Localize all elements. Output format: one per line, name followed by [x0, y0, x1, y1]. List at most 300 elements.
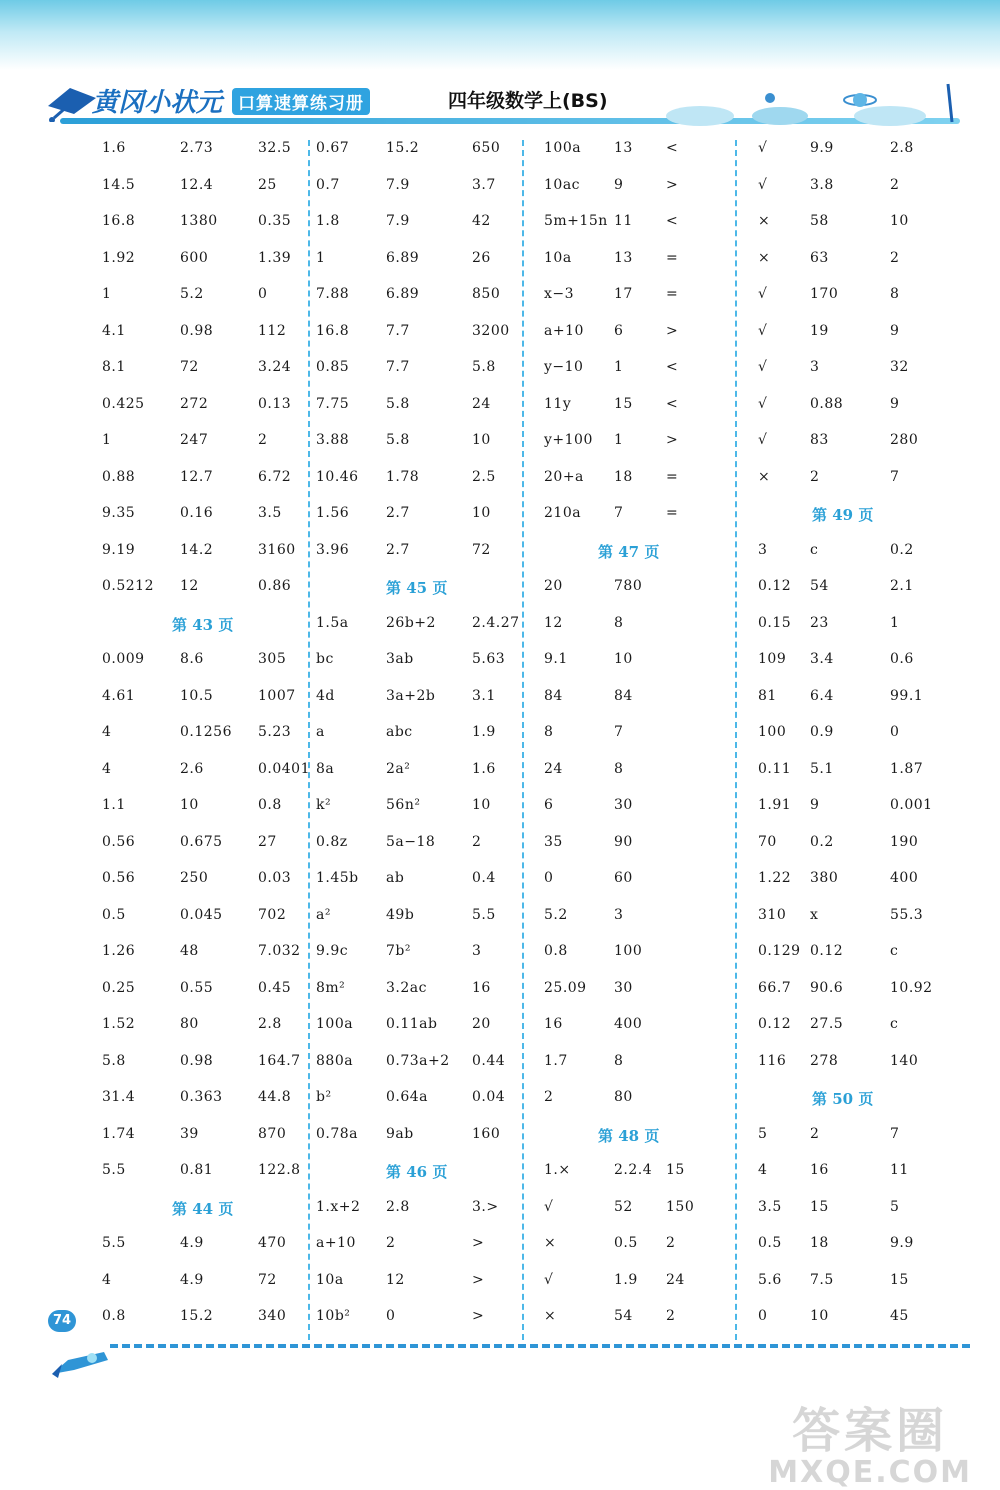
answer-cell: >: [472, 1235, 485, 1251]
answer-cell: 15: [614, 395, 633, 412]
answer-cell: c: [890, 1016, 899, 1032]
answer-cell: 39: [180, 1125, 199, 1142]
answer-row: [102, 1045, 307, 1082]
answer-cell: 63: [810, 249, 829, 266]
answer-cell: 3.>: [472, 1198, 499, 1215]
answer-cell: 9.35: [102, 505, 136, 521]
answer-row: [316, 278, 521, 315]
answer-row: [102, 424, 307, 461]
page-heading-row: [742, 497, 967, 534]
answer-cell: 10b²: [316, 1308, 351, 1324]
answer-cell: 7.9: [386, 176, 410, 193]
answer-cell: 1.52: [102, 1016, 136, 1032]
answer-cell: 0.0401: [258, 760, 310, 777]
answer-cell: 4.9: [180, 1271, 204, 1288]
answer-cell: 72: [472, 541, 491, 558]
answer-row: [102, 570, 307, 607]
answer-row: [530, 972, 735, 1009]
answer-cell: 190: [890, 833, 919, 850]
answer-cell: =: [666, 468, 679, 485]
answer-cell: 0.6: [890, 651, 914, 667]
answer-cell: 0.73a+2: [386, 1052, 450, 1069]
answer-cell: >: [472, 1271, 485, 1288]
page-heading-row: [742, 1081, 967, 1118]
watermark-text: 答案圈: [792, 1403, 949, 1459]
answer-cell: bc: [316, 651, 334, 667]
answer-cell: 56n²: [386, 797, 421, 813]
answer-cell: 3ab: [386, 651, 414, 667]
answer-row: [530, 497, 735, 534]
answer-cell: 1.9: [472, 724, 496, 740]
answer-cell: 3: [614, 906, 624, 923]
answer-row: [316, 132, 521, 169]
answer-cell: 3a+2b: [386, 687, 436, 704]
answer-cell: 9: [890, 322, 900, 339]
answer-cell: 8: [614, 614, 624, 631]
answer-cell: 32.5: [258, 140, 292, 156]
answer-row: [742, 607, 967, 644]
answer-cell: 10: [614, 651, 633, 667]
answer-cell: 1.1: [102, 797, 126, 813]
answer-cell: 5.6: [758, 1271, 782, 1288]
answer-cell: 7.032: [258, 943, 301, 959]
answer-cell: 15.2: [180, 1308, 214, 1324]
answer-row: [102, 716, 307, 753]
answer-cell: 1.39: [258, 249, 292, 266]
answer-cell: 109: [758, 651, 787, 667]
answer-cell: 116: [758, 1052, 787, 1069]
answer-cell: 2.7: [386, 541, 410, 558]
answer-row: [530, 461, 735, 498]
answer-cell: 10a: [544, 249, 572, 266]
answer-cell: 170: [810, 286, 839, 302]
answer-cell: 0.55: [180, 979, 214, 996]
answer-cell: 5.8: [386, 395, 410, 412]
answer-cell: 3.5: [758, 1198, 782, 1215]
answer-row: [742, 351, 967, 388]
answer-row: [102, 643, 307, 680]
answer-cell: 5.5: [102, 1235, 126, 1251]
answer-row: [742, 461, 967, 498]
answer-row: [102, 534, 307, 571]
answer-row: [742, 826, 967, 863]
answer-column-3: [530, 132, 735, 1337]
answer-row: [530, 278, 735, 315]
answer-row: [102, 680, 307, 717]
answer-cell: 6: [544, 797, 554, 813]
answer-cell: 2: [810, 468, 820, 485]
answer-cell: 81: [758, 687, 777, 704]
answer-row: [316, 315, 521, 352]
answer-row: [742, 570, 967, 607]
answer-cell: 0.25: [102, 979, 136, 996]
answer-cell: 1.26: [102, 943, 136, 959]
answer-cell: 0.85: [316, 359, 350, 375]
answer-cell: 7: [890, 468, 900, 485]
answer-cell: 9.9: [890, 1235, 914, 1251]
answer-cell: 0.5: [758, 1235, 782, 1251]
answer-cell: 0.03: [258, 870, 292, 886]
answer-row: [530, 899, 735, 936]
answer-cell: 11: [614, 213, 633, 229]
answer-row: [742, 1300, 967, 1337]
answer-cell: 72: [180, 359, 199, 375]
answer-cell: 9.9c: [316, 943, 349, 959]
answer-cell: 0.129: [758, 943, 801, 959]
answer-cell: 32: [890, 359, 909, 375]
answer-cell: 15: [810, 1198, 829, 1215]
answer-cell: 0.5: [102, 906, 126, 923]
answer-cell: y−10: [544, 359, 584, 375]
answer-cell: 600: [180, 249, 209, 266]
page-heading-row: [530, 1118, 735, 1155]
answer-row: [316, 1008, 521, 1045]
answer-cell: 5.23: [258, 724, 292, 740]
answer-cell: 1.87: [890, 760, 924, 777]
answer-cell: 1.56: [316, 505, 350, 521]
answer-cell: >: [666, 322, 679, 339]
answer-cell: 4d: [316, 687, 335, 704]
answer-row: [316, 1045, 521, 1082]
answer-row: [316, 680, 521, 717]
grade-title: 四年级数学上(BS): [448, 90, 608, 112]
answer-row: [530, 315, 735, 352]
answer-cell: 7.7: [386, 359, 410, 375]
answer-cell: 0.1256: [180, 724, 232, 740]
answer-row: [530, 205, 735, 242]
column-divider: [735, 140, 737, 1340]
answer-cell: 10.5: [180, 687, 214, 704]
answer-row: [530, 716, 735, 753]
answer-cell: 1: [102, 432, 112, 448]
answer-cell: ×: [544, 1308, 557, 1324]
answer-row: [102, 1154, 307, 1191]
answer-cell: 1: [316, 249, 326, 266]
answer-cell: 5a−18: [386, 833, 436, 850]
answer-cell: 380: [810, 870, 839, 886]
answer-cell: 84: [614, 687, 633, 704]
answer-cell: 0.045: [180, 906, 223, 923]
answer-cell: √: [758, 140, 768, 156]
answer-cell: 122.8: [258, 1162, 301, 1178]
answer-cell: 15: [890, 1271, 909, 1288]
answer-cell: 17: [614, 286, 633, 302]
answer-row: [316, 753, 521, 790]
answer-row: [102, 388, 307, 425]
answer-row: [742, 1191, 967, 1228]
answer-cell: 650: [472, 140, 501, 156]
page-heading-row: [102, 607, 307, 644]
answer-cell: 5.63: [472, 651, 506, 667]
answer-cell: 5.8: [102, 1052, 126, 1069]
answer-cell: 2.8: [386, 1198, 410, 1215]
answer-row: [316, 643, 521, 680]
answer-row: [530, 242, 735, 279]
answer-row: [316, 1227, 521, 1264]
answer-row: [102, 1264, 307, 1301]
answer-cell: 310: [758, 906, 787, 923]
bottom-dashed-line: [110, 1344, 970, 1348]
answer-cell: 0.78a: [316, 1125, 359, 1142]
answer-cell: 9.9: [810, 140, 834, 156]
answer-cell: >: [472, 1308, 485, 1324]
answer-row: [316, 388, 521, 425]
answer-cell: √: [758, 322, 768, 339]
answer-cell: 5.2: [180, 286, 204, 302]
answer-row: [316, 1300, 521, 1337]
answer-cell: 5.5: [102, 1162, 126, 1178]
answer-row: [316, 1264, 521, 1301]
answer-cell: a²: [316, 906, 331, 923]
answer-cell: 0.7: [316, 176, 340, 193]
answer-row: [530, 351, 735, 388]
answer-cell: 0.86: [258, 578, 292, 594]
answer-cell: 12: [180, 578, 199, 594]
answer-row: [742, 789, 967, 826]
answer-cell: 0.8z: [316, 833, 348, 850]
top-cloud-banner: [0, 0, 1000, 70]
page-heading: 第 49 页: [812, 506, 874, 524]
answer-cell: 0.8: [544, 943, 568, 959]
answer-cell: √: [758, 176, 768, 193]
answer-cell: c: [890, 943, 899, 959]
answer-row: [742, 132, 967, 169]
answer-row: [316, 461, 521, 498]
answer-cell: 18: [614, 468, 633, 485]
answer-row: [316, 862, 521, 899]
sky-decoration-icon: [660, 82, 960, 128]
answer-cell: 3200: [472, 322, 510, 339]
page-heading: 第 48 页: [598, 1126, 660, 1145]
answer-row: [102, 753, 310, 790]
answer-cell: 0.009: [102, 651, 145, 667]
answer-row: [316, 1081, 521, 1118]
answer-row: [530, 753, 735, 790]
answer-cell: 0.98: [180, 322, 214, 339]
answer-cell: 850: [472, 286, 501, 302]
answer-cell: 10.46: [316, 468, 359, 485]
answer-cell: 18: [810, 1235, 829, 1251]
answer-cell: 5.8: [386, 432, 410, 448]
answer-cell: a: [316, 724, 325, 740]
answer-cell: 5.2: [544, 906, 568, 923]
answer-cell: a+10: [544, 322, 584, 339]
answer-cell: 2.1: [890, 578, 914, 594]
answer-cell: 23: [810, 614, 829, 631]
answer-cell: 24: [666, 1271, 685, 1288]
answer-cell: =: [666, 249, 679, 266]
answer-cell: 14.2: [180, 541, 214, 558]
column-divider: [522, 140, 524, 1340]
answer-cell: a+10: [316, 1235, 356, 1251]
answer-cell: 280: [890, 432, 919, 448]
answer-cell: 7.75: [316, 395, 350, 412]
answer-cell: 25.09: [544, 979, 587, 996]
answer-row: [102, 169, 307, 206]
answer-cell: abc: [386, 724, 413, 740]
answer-row: [742, 1227, 967, 1264]
answer-row: [530, 424, 735, 461]
answer-cell: 0.45: [258, 979, 292, 996]
answer-row: [742, 862, 967, 899]
answer-cell: 8.6: [180, 651, 204, 667]
answer-row: [530, 132, 735, 169]
answer-cell: 1.x+2: [316, 1198, 361, 1215]
answer-cell: 1.7: [544, 1052, 568, 1069]
answer-row: [316, 169, 521, 206]
answer-cell: 870: [258, 1125, 287, 1142]
answer-cell: 2: [810, 1125, 820, 1142]
answer-cell: ×: [544, 1235, 557, 1251]
answer-row: [530, 1045, 735, 1082]
answer-cell: 27.5: [810, 1016, 844, 1032]
book-name: 口算速算练习册: [232, 88, 370, 115]
answer-cell: 2a²: [386, 760, 411, 777]
answer-cell: 2: [890, 249, 900, 266]
page-heading: 第 50 页: [812, 1090, 874, 1108]
answer-cell: 2: [666, 1235, 676, 1251]
answer-cell: 52: [614, 1198, 633, 1215]
answer-cell: 140: [890, 1052, 919, 1069]
page-heading-row: [316, 570, 521, 607]
answer-cell: 20: [544, 578, 563, 594]
answer-row: [102, 826, 307, 863]
answer-row: [530, 1008, 735, 1045]
answer-cell: 11: [890, 1162, 909, 1178]
answer-cell: 12: [544, 614, 563, 631]
answer-cell: 11y: [544, 395, 572, 412]
answer-cell: 1: [102, 286, 112, 302]
answer-row: [316, 899, 521, 936]
page-heading: 第 47 页: [598, 542, 660, 561]
answer-cell: 84: [544, 687, 563, 704]
answer-cell: 100: [758, 724, 787, 740]
answer-cell: 20: [472, 1016, 491, 1032]
answer-row: [742, 680, 967, 717]
answer-row: [316, 826, 521, 863]
answer-cell: b²: [316, 1089, 332, 1105]
answer-cell: 0.001: [890, 797, 933, 813]
answer-cell: 100: [614, 943, 643, 959]
answer-cell: 0.2: [890, 541, 914, 558]
answer-cell: 2.6: [180, 760, 204, 777]
answer-cell: 1.8: [316, 213, 340, 229]
answer-cell: 0: [386, 1308, 396, 1324]
answer-row: [102, 278, 307, 315]
answer-cell: √: [758, 286, 768, 302]
answer-cell: 0.15: [758, 614, 792, 631]
answer-cell: 100a: [544, 140, 582, 156]
answer-column-2: [316, 132, 521, 1337]
answer-cell: 44.8: [258, 1089, 292, 1105]
answer-cell: 4: [102, 760, 112, 777]
answer-cell: 8a: [316, 760, 335, 777]
answer-cell: 80: [180, 1016, 199, 1032]
answer-cell: 5: [890, 1198, 900, 1215]
answer-cell: 9: [890, 395, 900, 412]
answer-cell: 3.4: [810, 651, 834, 667]
answer-row: [742, 753, 967, 790]
answer-cell: 400: [890, 870, 919, 886]
answer-cell: 3: [810, 359, 820, 375]
answer-cell: 27: [258, 833, 277, 850]
answer-row: [742, 278, 967, 315]
answer-cell: √: [758, 359, 768, 375]
answer-cell: 305: [258, 651, 287, 667]
answer-cell: 6.72: [258, 468, 292, 485]
answer-cell: 0.8: [258, 797, 282, 813]
answer-cell: 0.9: [810, 724, 834, 740]
answer-cell: 5.5: [472, 906, 496, 923]
answer-cell: 1: [614, 432, 624, 448]
answer-row: [316, 534, 521, 571]
answer-cell: 4.9: [180, 1235, 204, 1251]
answer-cell: 702: [258, 906, 287, 923]
answer-cell: 16.8: [316, 322, 350, 339]
answer-cell: k²: [316, 797, 332, 813]
answer-cell: 3.8: [810, 176, 834, 193]
answer-cell: 70: [758, 833, 777, 850]
answer-row: [316, 351, 521, 388]
answer-row: [742, 643, 967, 680]
answer-cell: ×: [758, 249, 771, 266]
page-heading: 第 45 页: [386, 579, 448, 597]
answer-cell: 0.4: [472, 870, 496, 886]
answer-cell: 4: [102, 1271, 112, 1288]
answer-cell: 0.5: [614, 1235, 638, 1251]
answer-row: [102, 862, 307, 899]
answer-cell: √: [758, 395, 768, 412]
answer-cell: 26b+2: [386, 614, 436, 631]
answer-cell: 100a: [316, 1016, 354, 1032]
answer-cell: 1380: [180, 213, 218, 229]
answer-cell: 13: [614, 140, 633, 156]
answer-cell: 2.7: [386, 505, 410, 521]
page-heading: 第 44 页: [172, 1199, 234, 1218]
answer-cell: 3: [758, 541, 768, 558]
answer-cell: 14.5: [102, 176, 136, 193]
answer-row: [530, 935, 735, 972]
answer-cell: 42: [472, 213, 491, 229]
answer-cell: 1007: [258, 687, 296, 704]
answer-row: [530, 607, 735, 644]
answer-cell: 7.9: [386, 213, 410, 229]
answer-cell: 6.89: [386, 249, 420, 266]
answer-row: [102, 497, 307, 534]
answer-row: [102, 351, 307, 388]
answer-cell: 272: [180, 395, 209, 412]
answer-cell: ×: [758, 213, 771, 229]
answer-row: [742, 1264, 967, 1301]
answer-cell: 0.2: [810, 833, 834, 850]
answer-cell: 60: [614, 870, 633, 886]
answer-cell: 3.88: [316, 432, 350, 448]
answer-cell: 3.7: [472, 176, 496, 193]
answer-cell: 2: [666, 1308, 676, 1324]
answer-cell: 0.363: [180, 1089, 223, 1105]
answer-row: [102, 899, 307, 936]
answer-cell: 10: [890, 213, 909, 229]
answer-row: [742, 1118, 967, 1155]
answer-cell: 0.98: [180, 1052, 214, 1069]
answer-row: [742, 315, 967, 352]
rocket-icon: [48, 1340, 118, 1380]
page-number: 74: [48, 1310, 76, 1332]
answer-row: [530, 1300, 735, 1337]
answer-cell: 0.35: [258, 213, 292, 229]
answer-cell: 99.1: [890, 687, 924, 704]
answer-cell: 278: [810, 1052, 839, 1069]
